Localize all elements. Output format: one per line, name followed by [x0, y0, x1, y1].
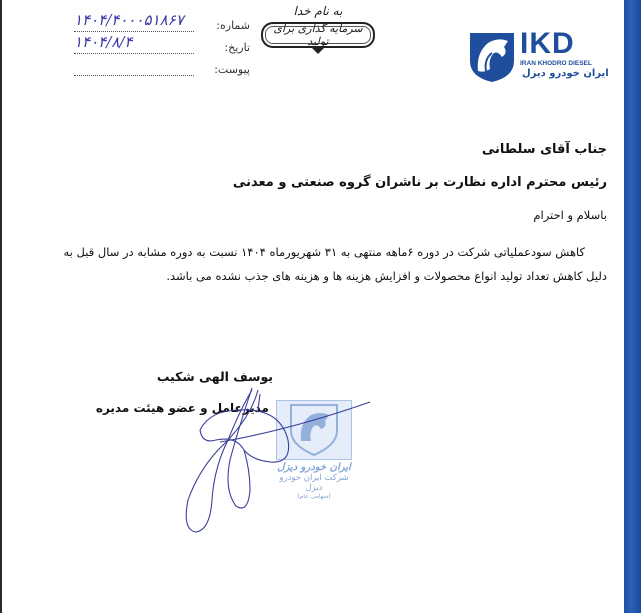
addressee: جناب آقای سلطانی	[481, 142, 607, 157]
letter-meta	[30, 10, 250, 76]
logo-mark: IKD	[520, 27, 575, 60]
meta-attachment-row	[30, 54, 250, 76]
meta-number-row	[30, 10, 250, 32]
stamp-company: شرکت ایران خودرو دیزل	[279, 473, 349, 493]
date-field	[74, 33, 194, 54]
date-value: ۱۴۰۴/۸/۴	[74, 33, 133, 51]
logo-english-name: IRAN KHODRO DIESEL	[520, 60, 592, 67]
company-logo	[468, 27, 609, 88]
attachment-label: پیوست:	[214, 63, 250, 76]
date-label: تاریخ:	[224, 41, 250, 54]
slogan-banner	[261, 22, 375, 48]
meta-date-row	[30, 32, 250, 54]
number-label: شماره:	[216, 19, 250, 32]
page-left-border	[0, 0, 2, 613]
slogan-text: سرمایه گذاری برای تولید	[273, 22, 363, 48]
greeting: باسلام و احترام	[533, 208, 607, 222]
logo-persian-name: ایران خودرو دیزل	[522, 68, 609, 79]
letterhead-side-bar	[624, 0, 641, 613]
stamp-subtitle: (سهامی عام)	[297, 493, 331, 500]
horse-shield-icon	[468, 31, 516, 83]
signer-name: یوسف الهی شکیب	[156, 369, 273, 384]
handwritten-signature	[140, 380, 380, 540]
addressee-title: رئیس محترم اداره نظارت بر ناشران گروه صنعتی و معدنی	[232, 175, 607, 190]
bismillah: به نام خدا	[293, 4, 343, 18]
number-field	[74, 11, 194, 32]
letterhead-center	[258, 4, 378, 54]
number-value: ۱۴۰۴/۴۰۰۰۵۱۸۶۷	[74, 11, 184, 29]
letter-paragraph: کاهش سودعملیاتی شرکت در دوره ۶ماهه منتهی به ۳۱ شهریورماه ۱۴۰۴ نسبت به دوره مشابه در سال قبل به دلیل کاهش تعداد تولید انواع محصولات و افزایش هزینه ها و هزینه های جذب نشده می باشد.	[63, 245, 607, 283]
slogan-banner-tip	[312, 48, 324, 54]
stamp-brand: ایران خودرو دیزل	[277, 462, 351, 473]
attachment-field	[74, 61, 194, 76]
signer-title: مدیرعامل و عضو هیئت مدیره	[95, 401, 269, 415]
